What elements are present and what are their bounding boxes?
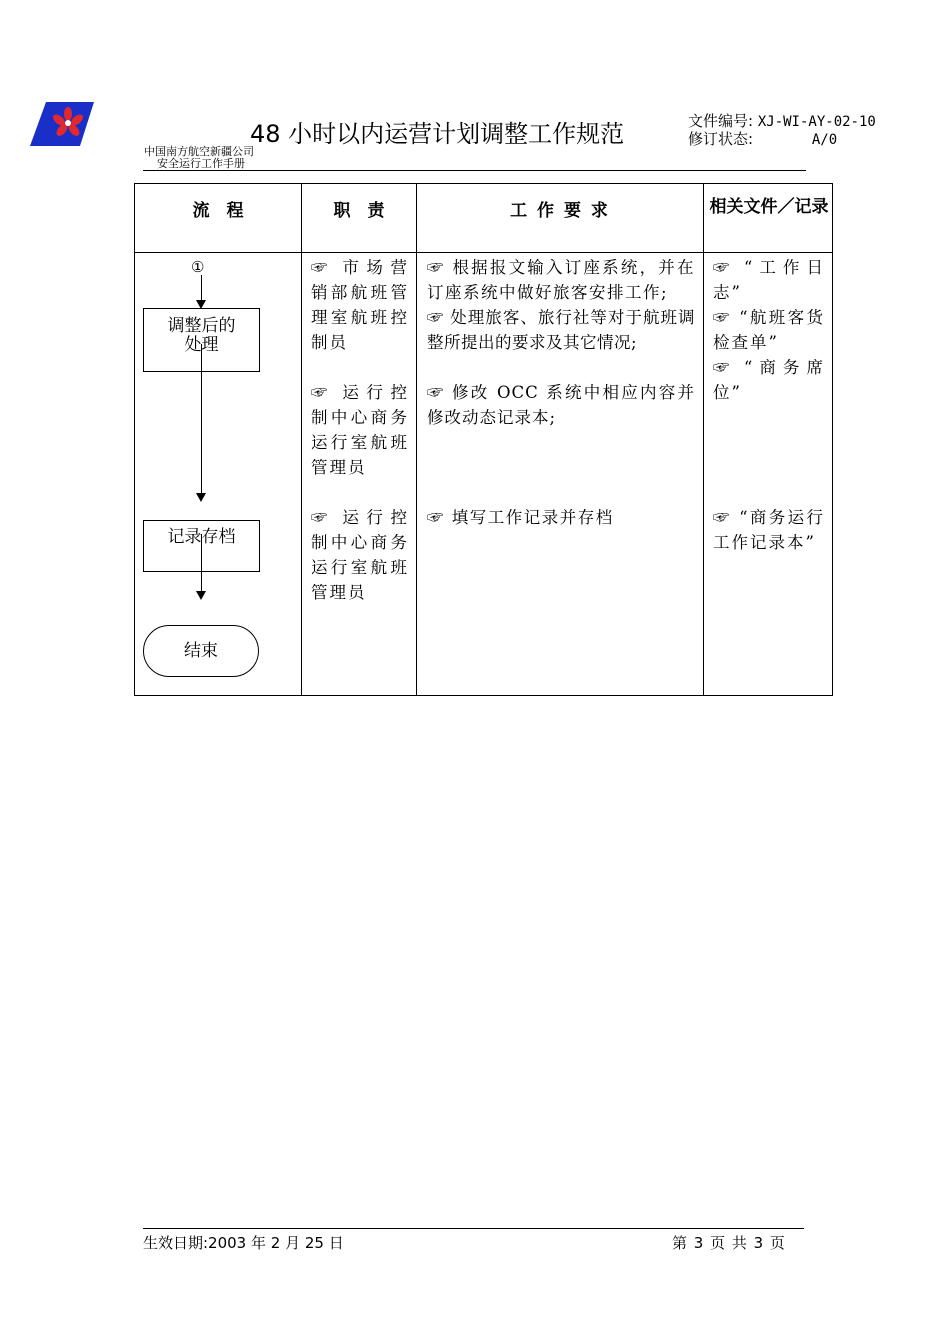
requirement-3: ☞ 修改 OCC 系统中相应内容并修改动态记录本;	[427, 383, 695, 427]
manual-name: 安全运行工作手册	[157, 157, 245, 170]
flow-step-adjust-label: 调整后的处理	[167, 316, 236, 355]
flow-end-label: 结束	[184, 641, 218, 661]
document-meta	[688, 113, 876, 149]
record-4: ☞ “商务运行工作记录本”	[713, 508, 825, 552]
arrow-down-icon	[196, 493, 206, 502]
effective-date: 生效日期:2003 年 2 月 25 日	[143, 1234, 344, 1252]
doc-no-value: XJ-WI-AY-02-10	[757, 114, 876, 130]
record-3: ☞ “商务席位”	[713, 358, 825, 402]
column-divider	[301, 184, 302, 695]
requirement-2: ☞ 处理旅客、旅行社等对于航班调整所提出的要求及其它情况;	[427, 308, 695, 352]
header-requirements: 工 作 要 求	[510, 201, 610, 221]
requirement-4: ☞ 填写工作记录并存档	[427, 508, 614, 527]
arrow-down-icon	[196, 591, 206, 600]
requirements-block	[427, 255, 695, 430]
header-responsibility: 职 责	[333, 201, 385, 221]
revision-value: A/0	[811, 132, 838, 148]
page-title: 48 小时以内运营计划调整工作规范	[250, 120, 625, 148]
flow-connector-line	[201, 275, 202, 301]
page-info: 第 3 页 共 3 页	[672, 1234, 786, 1252]
record-1: ☞ “工作日志”	[713, 258, 825, 302]
responsibility-2: ☞ 运行控制中心商务运行室航班管理员	[311, 383, 409, 477]
revision-label: 修订状态:	[688, 130, 754, 148]
flow-end	[143, 625, 259, 677]
flow-connector-line	[201, 344, 202, 494]
header-flow: 流 程	[192, 201, 244, 221]
doc-no-label: 文件编号:	[688, 112, 754, 130]
responsibility-3: ☞ 运行控制中心商务运行室航班管理员	[311, 508, 409, 602]
company-logo-icon	[28, 100, 96, 148]
requirement-1: ☞ 根据报文输入订座系统，并在订座系统中做好旅客安排工作;	[427, 258, 695, 302]
header-row-divider	[135, 252, 832, 253]
column-divider	[416, 184, 417, 695]
footer-divider	[143, 1228, 804, 1229]
flow-connector-label: ①	[191, 258, 205, 276]
header-records: 相关文件／记录	[709, 197, 829, 217]
procedure-table	[134, 183, 833, 696]
header-divider	[143, 170, 806, 171]
records-block	[713, 255, 825, 405]
company-name: 中国南方航空新疆公司	[144, 145, 254, 158]
column-divider	[703, 184, 704, 695]
responsibility-1: ☞ 市场营销部航班管理室航班控制员	[311, 258, 409, 352]
company-name-block	[144, 146, 254, 170]
flow-step-archive-label: 记录存档	[167, 527, 236, 547]
record-2: ☞ “航班客货检查单”	[713, 308, 825, 352]
flow-connector-line	[201, 534, 202, 592]
